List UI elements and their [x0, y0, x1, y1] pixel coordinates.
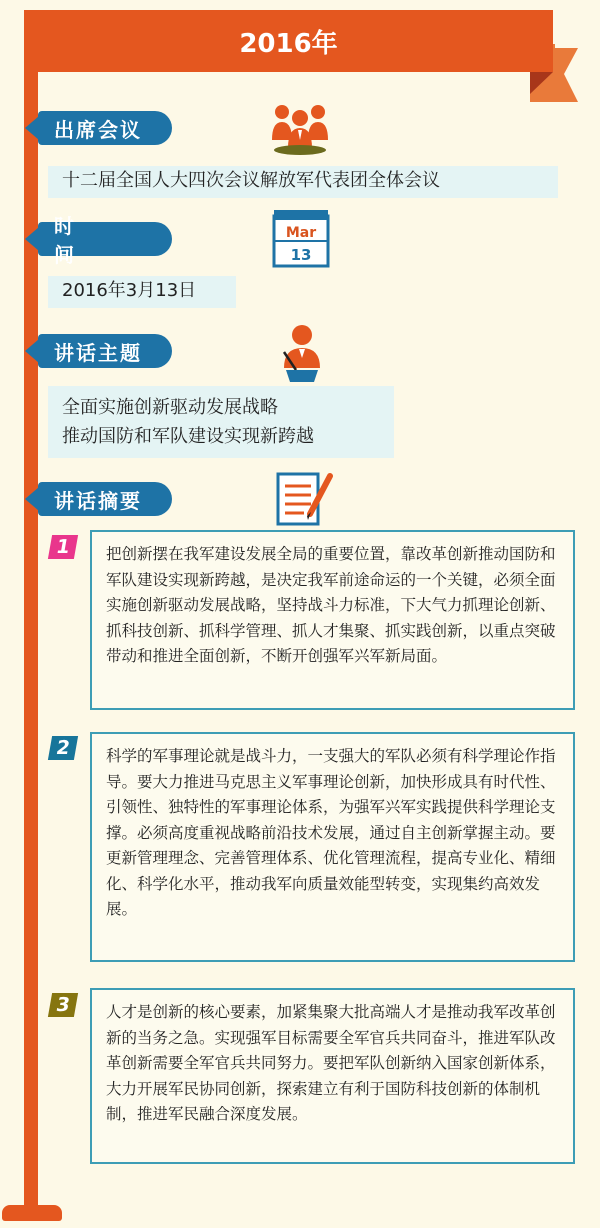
calendar-day: 13	[290, 246, 312, 264]
point-card-1	[90, 530, 575, 710]
point-card-3	[90, 988, 575, 1164]
point-text-3: 人才是创新的核心要素，加紧集聚大批高端人才是推动我军改革创新的当务之急。实现强军目标需要全军官兵共同奋斗，推进军队改革创新需要全军官兵共同努力。要把军队创新纳入国家创新体系，大力开展军民协同创新，探索建立有利于国防科技创新的体制机制，推进军民融合深度发展。	[106, 1003, 556, 1123]
point-text-2: 科学的军事理论就是战斗力，一支强大的军队必须有科学理论作指导。要大力推进马克思主义军事理论创新，加快形成具有时代性、引领性、独特性的军事理论体系，为强军兴军实践提供科学理论支撑。必须高度重视战略前沿技术发展，通过自主创新掌握主动。要更新管理理念、完善管理体系、优化管理流程，提高专业化、精细化、科学化水平，推动我军向质量效能型转变，实现集约高效发展。	[106, 747, 556, 918]
point-badge-1: 1	[48, 535, 78, 559]
year-banner	[24, 10, 553, 72]
banner-pole	[24, 10, 38, 1206]
section-label-meeting: 出席会议	[38, 111, 172, 145]
meeting-box	[48, 166, 558, 198]
document-pen-icon	[274, 470, 336, 526]
point-badge-3: 3	[48, 993, 78, 1017]
pole-base	[2, 1205, 62, 1221]
banner-year: 2016年	[239, 28, 338, 59]
section-label-theme: 讲话主题	[38, 334, 172, 368]
point-text-1: 把创新摆在我军建设发展全局的重要位置，靠改革创新推动国防和军队建设实现新跨越，是决定我军前途命运的一个关键，必须全面实施创新驱动发展战略，坚持战斗力标准，下大气力抓理论创新、抓科技创新、抓科学管理、抓人才集聚、抓实践创新，以重点突破带动和推进全面创新，不断开创强军兴军新局面。	[106, 545, 556, 665]
time-value: 2016年3月13日	[62, 280, 197, 301]
section-label-time: 时 间	[38, 222, 172, 256]
theme-line-1: 全面实施创新驱动发展战略	[62, 397, 278, 418]
calendar-month: Mar	[285, 225, 317, 241]
point-badge-2: 2	[48, 736, 78, 760]
section-label-summary: 讲话摘要	[38, 482, 172, 516]
time-box	[48, 276, 236, 308]
point-card-2	[90, 732, 575, 962]
people-meeting-icon	[268, 100, 332, 156]
meeting-value: 十二届全国人大四次会议解放军代表团全体会议	[62, 170, 440, 191]
calendar-icon	[272, 208, 330, 268]
speaker-icon	[278, 322, 326, 382]
theme-box	[48, 386, 394, 458]
theme-line-2: 推动国防和军队建设实现新跨越	[62, 426, 314, 447]
